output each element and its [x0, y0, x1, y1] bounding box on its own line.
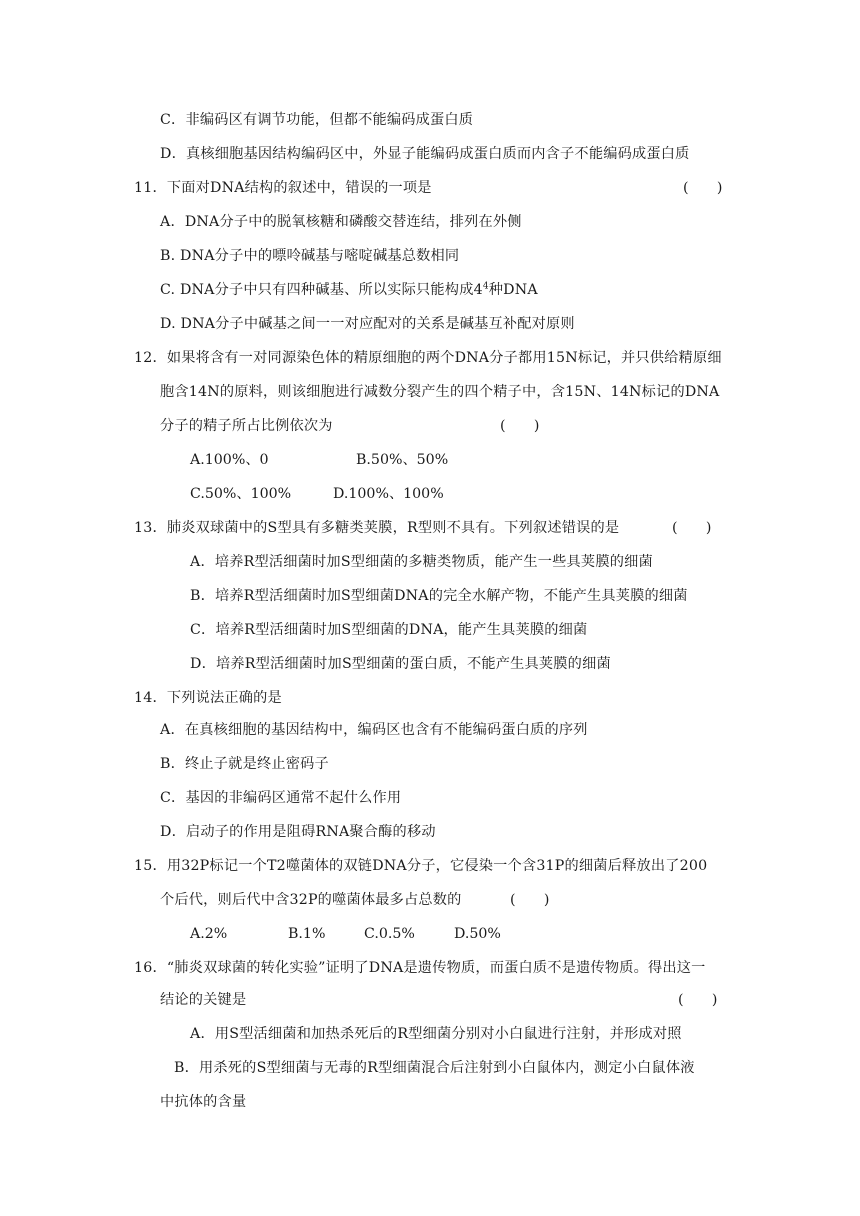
q15-option-c: C.0.5% — [364, 926, 415, 942]
q10-option-d: D．真核细胞基因结构编码区中，外显子能编码成蛋白质而内含子不能编码成蛋白质 — [160, 146, 690, 162]
q13-option-a: A．培养R型活细菌时加S型细菌的多糖类物质，能产生一些具荚膜的细菌 — [190, 554, 653, 570]
q14-stem: 14．下列说法正确的是 — [134, 690, 282, 706]
q13-option-b: B．培养R型活细菌时加S型细菌DNA的完全水解产物，不能产生具荚膜的细菌 — [190, 588, 688, 604]
q13-option-d: D．培养R型活细菌时加S型细菌的蛋白质，不能产生具荚膜的细菌 — [190, 656, 611, 672]
q14-option-d: D．启动子的作用是阻碍RNA聚合酶的移动 — [160, 824, 436, 840]
q11-option-c — [160, 280, 538, 300]
q12-option-d: D.100%、100% — [333, 486, 444, 502]
q11-option-b: B. DNA分子中的嘌呤碱基与嘧啶碱基总数相同 — [160, 248, 460, 264]
q11-option-c-text-end: 种DNA — [488, 282, 538, 298]
q15-option-b: B.1% — [288, 926, 326, 942]
q16-option-a: A．用S型活细菌和加热杀死后的R型细菌分别对小白鼠进行注射，并形成对照 — [190, 1026, 682, 1042]
q15-option-d: D.50% — [454, 926, 501, 942]
q16-option-b-line1: B．用杀死的S型细菌与无毒的R型细菌混合后注射到小白鼠体内，测定小白鼠体液 — [174, 1060, 695, 1076]
q14-option-b: B．终止子就是终止密码子 — [160, 756, 329, 772]
q16-answer-blank: ( ) — [678, 992, 718, 1008]
q11-option-c-text: C. DNA分子中只有四种碱基、所以实际只能构成4 — [160, 282, 483, 298]
q12-option-a: A.100%、0 — [190, 452, 269, 468]
q11-stem: 11．下面对DNA结构的叙述中，错误的一项是 — [134, 180, 432, 196]
q12-option-c: C.50%、100% — [190, 486, 292, 502]
q12-answer-blank: ( ) — [500, 418, 540, 434]
q12-stem-line2: 胞含14N的原料，则该细胞进行减数分裂产生的四个精子中，含15N、14N标记的DNA — [160, 384, 720, 400]
q16-stem-line2: 结论的关键是 — [160, 992, 247, 1008]
q15-option-a: A.2% — [190, 926, 228, 942]
q15-answer-blank: ( ) — [510, 892, 550, 908]
q11-option-c-exponent: 4 — [482, 281, 489, 292]
q15-stem-line2: 个后代，则后代中含32P的噬菌体最多占总数的 — [160, 892, 462, 908]
q12-option-b: B.50%、50% — [356, 452, 449, 468]
q14-option-a: A．在真核细胞的基因结构中，编码区也含有不能编码蛋白质的序列 — [160, 722, 588, 738]
q12-stem-line3: 分子的精子所占比例依次为 — [160, 418, 333, 434]
q16-stem-line1: 16．“肺炎双球菌的转化实验”证明了DNA是遗传物质，而蛋白质不是遗传物质。得出这一 — [134, 960, 706, 976]
q13-stem: 13．肺炎双球菌中的S型具有多糖类荚膜，R型则不具有。下列叙述错误的是 — [134, 520, 620, 536]
q12-stem-line1: 12．如果将含有一对同源染色体的精原细胞的两个DNA分子都用15N标记，并只供给精原细 — [134, 350, 722, 366]
q13-answer-blank: ( ) — [672, 520, 712, 536]
q14-option-c: C．基因的非编码区通常不起什么作用 — [160, 790, 402, 806]
q16-option-b-line2: 中抗体的含量 — [160, 1094, 247, 1110]
q10-option-c: C．非编码区有调节功能，但都不能编码成蛋白质 — [160, 112, 474, 128]
q11-answer-blank: ( ) — [683, 180, 723, 196]
q11-option-d: D. DNA分子中碱基之间一一对应配对的关系是碱基互补配对原则 — [160, 316, 575, 332]
q13-option-c: C．培养R型活细菌时加S型细菌的DNA，能产生具荚膜的细菌 — [190, 622, 588, 638]
q11-option-a: A．DNA分子中的脱氧核糖和磷酸交替连结，排列在外侧 — [160, 214, 522, 230]
q15-stem-line1: 15．用32P标记一个T2噬菌体的双链DNA分子，它侵染一个含31P的细菌后释放出了200 — [134, 858, 708, 874]
